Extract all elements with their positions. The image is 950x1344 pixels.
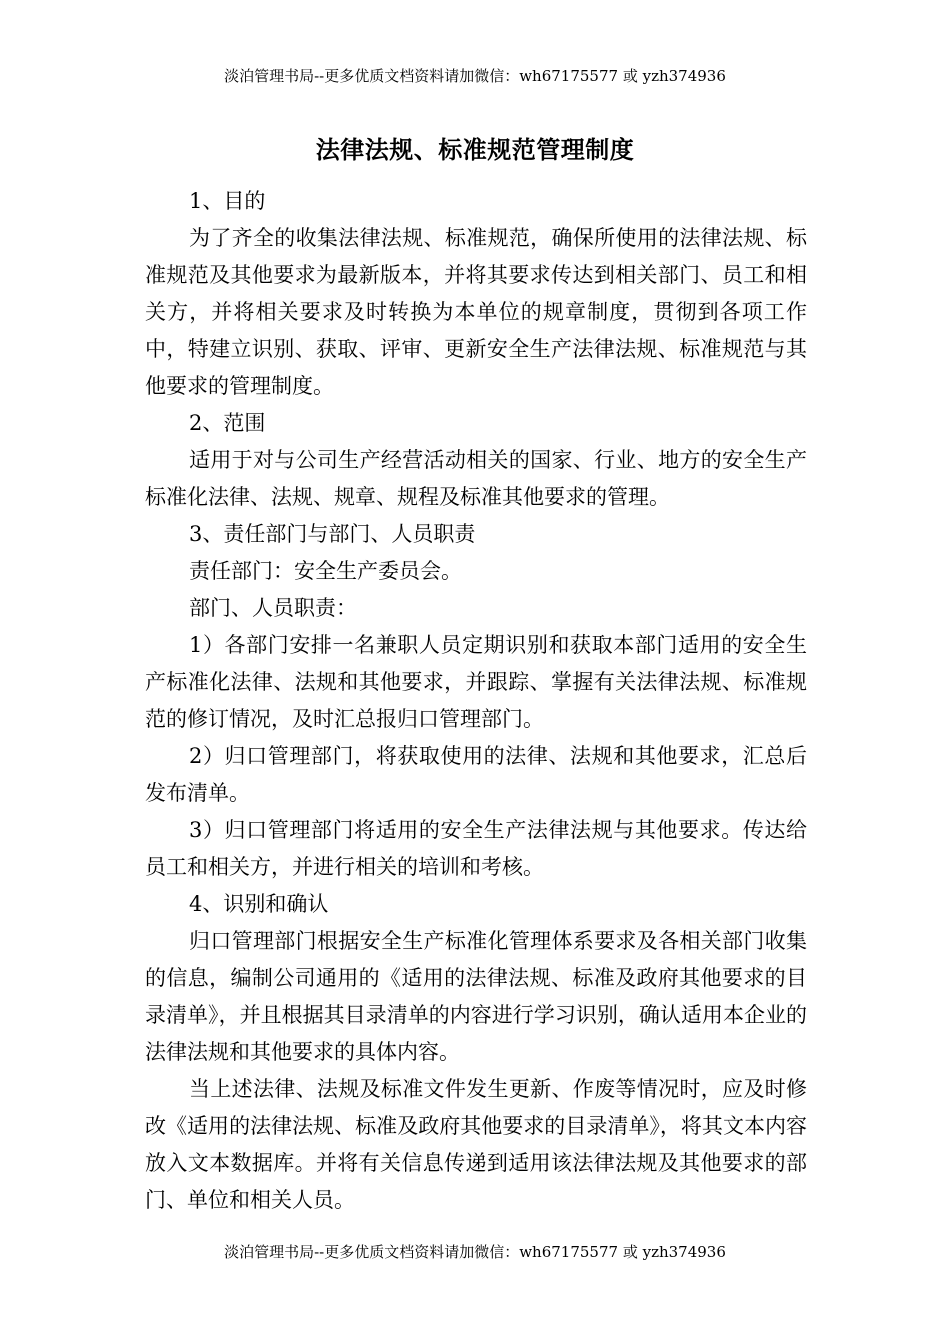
scope-paragraph: 适用于对与公司生产经营活动相关的国家、行业、地方的安全生产标准化法律、法规、规章、规程及标准其他要求的管理。 [145, 448, 807, 509]
duties-heading: 部门、人员职责： [189, 596, 357, 620]
page-header: 淡泊管理书局--更多优质文档资料请加微信：wh67175577 或 yzh374936 [224, 67, 726, 85]
purpose-paragraph: 为了齐全的收集法律法规、标准规范，确保所使用的法律法规、标准规范及其他要求为最新版本，并将其要求传达到相关部门、员工和相关方，并将相关要求及时转换为本单位的规章制度，贯彻到各项工作中，特建立识别、获取、评审、更新安全生产法律法规、标准规范与其他要求的管理制度。 [145, 226, 807, 398]
document-title: 法律法规、标准规范管理制度 [315, 135, 635, 164]
responsible-department: 责任部门：安全生产委员会。 [189, 559, 462, 583]
document-body [145, 183, 807, 1219]
page-footer: 淡泊管理书局--更多优质文档资料请加微信：wh67175577 或 yzh374936 [224, 1243, 726, 1261]
section-heading-responsibilities: 3、责任部门与部门、人员职责 [189, 522, 476, 546]
duty-item-2: 2）归口管理部门，将获取使用的法律、法规和其他要求，汇总后发布清单。 [145, 744, 807, 805]
section-heading-purpose: 1、目的 [189, 189, 266, 213]
section-heading-identification: 4、识别和确认 [189, 892, 329, 916]
identification-paragraph-2: 当上述法律、法规及标准文件发生更新、作废等情况时，应及时修改《适用的法律法规、标准及政府其他要求的目录清单》，将其文本内容放入文本数据库。并将有关信息传递到适用该法律法规及其他要求的部门、单位和相关人员。 [145, 1077, 807, 1212]
duty-item-3: 3）归口管理部门将适用的安全生产法律法规与其他要求。传达给员工和相关方，并进行相关的培训和考核。 [145, 818, 807, 879]
duty-item-1: 1）各部门安排一名兼职人员定期识别和获取本部门适用的安全生产标准化法律、法规和其他要求，并跟踪、掌握有关法律法规、标准规范的修订情况，及时汇总报归口管理部门。 [145, 633, 807, 731]
identification-paragraph-1: 归口管理部门根据安全生产标准化管理体系要求及各相关部门收集的信息，编制公司通用的《适用的法律法规、标准及政府其他要求的目录清单》，并且根据其目录清单的内容进行学习识别，确认适用本企业的法律法规和其他要求的具体内容。 [145, 929, 807, 1064]
section-heading-scope: 2、范围 [189, 411, 266, 435]
